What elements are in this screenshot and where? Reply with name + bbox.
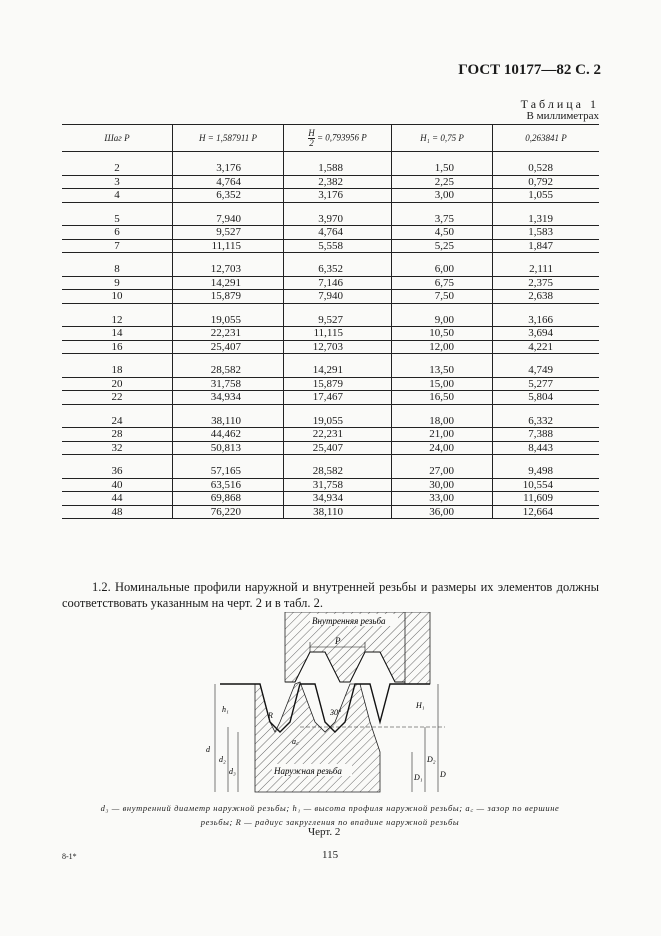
table-row: [62, 263, 599, 276]
table-cell: 44: [62, 492, 173, 506]
table-cell: 3,176: [284, 189, 392, 203]
table-cell: 7,146: [284, 276, 392, 290]
figure-label: Черт. 2: [308, 826, 341, 838]
table-cell: 7,50: [392, 290, 493, 304]
table-cell: 48: [62, 505, 173, 519]
table-cell: 7: [62, 239, 173, 253]
table-cell: 5,558: [284, 239, 392, 253]
label-outer-thread: Наружная резьба: [274, 766, 342, 776]
table-cell: 12,664: [493, 505, 600, 519]
table-cell: 22,231: [284, 428, 392, 442]
label-P: P: [335, 636, 341, 646]
label-R: R: [268, 711, 273, 720]
table-cell: 76,220: [173, 505, 284, 519]
table-cell: 6,332: [493, 415, 600, 428]
table-cell: 5,25: [392, 239, 493, 253]
label-d2: d₂: [219, 755, 226, 764]
table-cell: 28,582: [173, 364, 284, 377]
thread-profile-line: [220, 684, 430, 732]
table-cell: 22,231: [173, 327, 284, 341]
table-cell: 9,527: [284, 314, 392, 327]
table-cell: 3: [62, 175, 173, 189]
table-row: [62, 239, 599, 253]
table-cell: 6,00: [392, 263, 493, 276]
table-cell: 28: [62, 428, 173, 442]
table-cell: 7,940: [173, 213, 284, 226]
label-h1: h₁: [222, 705, 229, 714]
table-group-spacer: [62, 404, 599, 415]
table-cell: 20: [62, 377, 173, 391]
paragraph: 1.2. Номинальные профили наружной и внутренней резьбы и размеры их элементов должны соответствовать указанным на черт. 2 и в табл. 2.: [62, 580, 599, 610]
table-cell: 18: [62, 364, 173, 377]
table-cell: 12,00: [392, 340, 493, 354]
table-cell: 4,50: [392, 226, 493, 240]
table-row: [62, 290, 599, 304]
table-row: [62, 428, 599, 442]
document-header: ГОСТ 10177—82 С. 2: [458, 62, 601, 78]
table-cell: 18,00: [392, 415, 493, 428]
table-cell: 33,00: [392, 492, 493, 506]
table-cell: 4,221: [493, 340, 600, 354]
table-cell: 1,583: [493, 226, 600, 240]
label-d: d: [206, 745, 210, 754]
table-spacer-row: [62, 152, 599, 163]
table-cell: 5,804: [493, 391, 600, 405]
table-row: [62, 175, 599, 189]
table-cell: 16: [62, 340, 173, 354]
table-row: [62, 492, 599, 506]
table-cell: 12,703: [284, 340, 392, 354]
thread-profile-drawing: [200, 612, 480, 797]
table-cell: 3,176: [173, 162, 284, 175]
table-cell: 10,554: [493, 478, 600, 492]
table-row: [62, 441, 599, 455]
label-D1: D₁: [414, 773, 423, 782]
table-cell: 57,165: [173, 465, 284, 478]
table-cell: 12: [62, 314, 173, 327]
table-cell: 5,277: [493, 377, 600, 391]
label-H1: H₁: [416, 701, 425, 710]
table-cell: 38,110: [173, 415, 284, 428]
table-cell: 10,50: [392, 327, 493, 341]
table-cell: 44,462: [173, 428, 284, 442]
angle-label: 30°: [330, 708, 342, 717]
label-d3: d₃: [229, 767, 236, 776]
table-cell: 11,115: [173, 239, 284, 253]
table-cell: 11,609: [493, 492, 600, 506]
table-row: [62, 213, 599, 226]
table-cell: 34,934: [173, 391, 284, 405]
thread-dimensions-table: [62, 124, 599, 519]
table-cell: 0,792: [493, 175, 600, 189]
table-cell: 17,467: [284, 391, 392, 405]
table-cell: 7,940: [284, 290, 392, 304]
label-inner-thread: Внутренняя резьба: [312, 616, 386, 626]
table-cell: 4,764: [173, 175, 284, 189]
table-cell: 9: [62, 276, 173, 290]
table-row: [62, 505, 599, 519]
table-cell: 34,934: [284, 492, 392, 506]
table-row: [62, 189, 599, 203]
table-cell: 40: [62, 478, 173, 492]
table-row: [62, 314, 599, 327]
table-group-spacer: [62, 303, 599, 314]
fraction: $\frac{H}{2}$: [308, 127, 315, 148]
table-cell: 9,498: [493, 465, 600, 478]
table-body: [62, 152, 599, 519]
table-cell: 2,375: [493, 276, 600, 290]
table-cell: 24: [62, 415, 173, 428]
table-cell: 7,388: [493, 428, 600, 442]
table-cell: 27,00: [392, 465, 493, 478]
table-cell: 25,407: [284, 441, 392, 455]
table-cell: 3,694: [493, 327, 600, 341]
table-cell: 36,00: [392, 505, 493, 519]
label-ac: a꜀: [292, 737, 299, 746]
table-cell: 6: [62, 226, 173, 240]
table-cell: 2,25: [392, 175, 493, 189]
table-cell: 8: [62, 263, 173, 276]
table-cell: 36: [62, 465, 173, 478]
table-row: [62, 391, 599, 405]
table-group-spacer: [62, 202, 599, 213]
table-cell: 50,813: [173, 441, 284, 455]
table-cell: 6,352: [284, 263, 392, 276]
table-cell: 30,00: [392, 478, 493, 492]
table-cell: 4,764: [284, 226, 392, 240]
table-cell: 16,50: [392, 391, 493, 405]
table-cell: 5: [62, 213, 173, 226]
table-header-row: [62, 125, 599, 152]
table-row: [62, 364, 599, 377]
table-cell: 1,319: [493, 213, 600, 226]
table-cell: 9,527: [173, 226, 284, 240]
table-cell: 3,00: [392, 189, 493, 203]
header-h1: H₁ = 0,75 P: [392, 125, 493, 152]
table-group-spacer: [62, 354, 599, 365]
table-cell: 2,111: [493, 263, 600, 276]
table-unit: В миллиметрах: [526, 110, 599, 122]
table-cell: 14,291: [173, 276, 284, 290]
table-cell: 63,516: [173, 478, 284, 492]
table-cell: 15,879: [173, 290, 284, 304]
table-cell: 22: [62, 391, 173, 405]
header-h: H = 1,587911 P: [173, 125, 284, 152]
table-cell: 31,758: [173, 377, 284, 391]
table-cell: 38,110: [284, 505, 392, 519]
table-cell: 2: [62, 162, 173, 175]
table-cell: 14: [62, 327, 173, 341]
table-row: [62, 327, 599, 341]
table-cell: 31,758: [284, 478, 392, 492]
header-r: 0,263841 P: [493, 125, 600, 152]
header-pitch: Шаг P: [62, 125, 173, 152]
table-cell: 69,868: [173, 492, 284, 506]
header-h-half: $\frac{H}{2}$ = 0,793956 P: [284, 125, 392, 152]
table-cell: 15,879: [284, 377, 392, 391]
table-cell: 1,50: [392, 162, 493, 175]
table-cell: 3,75: [392, 213, 493, 226]
table-cell: 14,291: [284, 364, 392, 377]
thread-profile-figure: [200, 612, 480, 802]
page-number: 115: [322, 849, 339, 861]
table-cell: 9,00: [392, 314, 493, 327]
table-cell: 24,00: [392, 441, 493, 455]
table-cell: 2,382: [284, 175, 392, 189]
footer-mark: 8-1*: [62, 852, 77, 861]
table-cell: 12,703: [173, 263, 284, 276]
table-cell: 28,582: [284, 465, 392, 478]
table-cell: 11,115: [284, 327, 392, 341]
table-row: [62, 340, 599, 354]
table-row: [62, 415, 599, 428]
table-cell: 10: [62, 290, 173, 304]
table-cell: 19,055: [173, 314, 284, 327]
table-cell: 25,407: [173, 340, 284, 354]
table-cell: 32: [62, 441, 173, 455]
table-title: Таблица 1: [520, 97, 599, 111]
table-cell: 3,166: [493, 314, 600, 327]
table-row: [62, 162, 599, 175]
figure-caption: d₃ — внутренний диаметр наружной резьбы; h₁ — высота профиля наружной резьбы; a꜀ — зазор по вершине резьбы; R — радиус закругления по впадине наружной резьбы: [100, 803, 560, 827]
table-cell: 6,352: [173, 189, 284, 203]
table-cell: 15,00: [392, 377, 493, 391]
table-cell: 1,847: [493, 239, 600, 253]
table-cell: 8,443: [493, 441, 600, 455]
table-cell: 1,588: [284, 162, 392, 175]
label-D: D: [440, 770, 446, 779]
table-group-spacer: [62, 455, 599, 466]
table-cell: 19,055: [284, 415, 392, 428]
table-cell: 2,638: [493, 290, 600, 304]
table-cell: 4: [62, 189, 173, 203]
table-cell: 3,970: [284, 213, 392, 226]
table-cell: 13,50: [392, 364, 493, 377]
table-cell: 6,75: [392, 276, 493, 290]
table-row: [62, 377, 599, 391]
table-cell: 21,00: [392, 428, 493, 442]
table-row: [62, 226, 599, 240]
table-row: [62, 276, 599, 290]
label-D2: D₂: [427, 755, 436, 764]
table-cell: 0,528: [493, 162, 600, 175]
table-cell: 4,749: [493, 364, 600, 377]
table-row: [62, 478, 599, 492]
table-row: [62, 465, 599, 478]
table-cell: 1,055: [493, 189, 600, 203]
table-group-spacer: [62, 253, 599, 264]
